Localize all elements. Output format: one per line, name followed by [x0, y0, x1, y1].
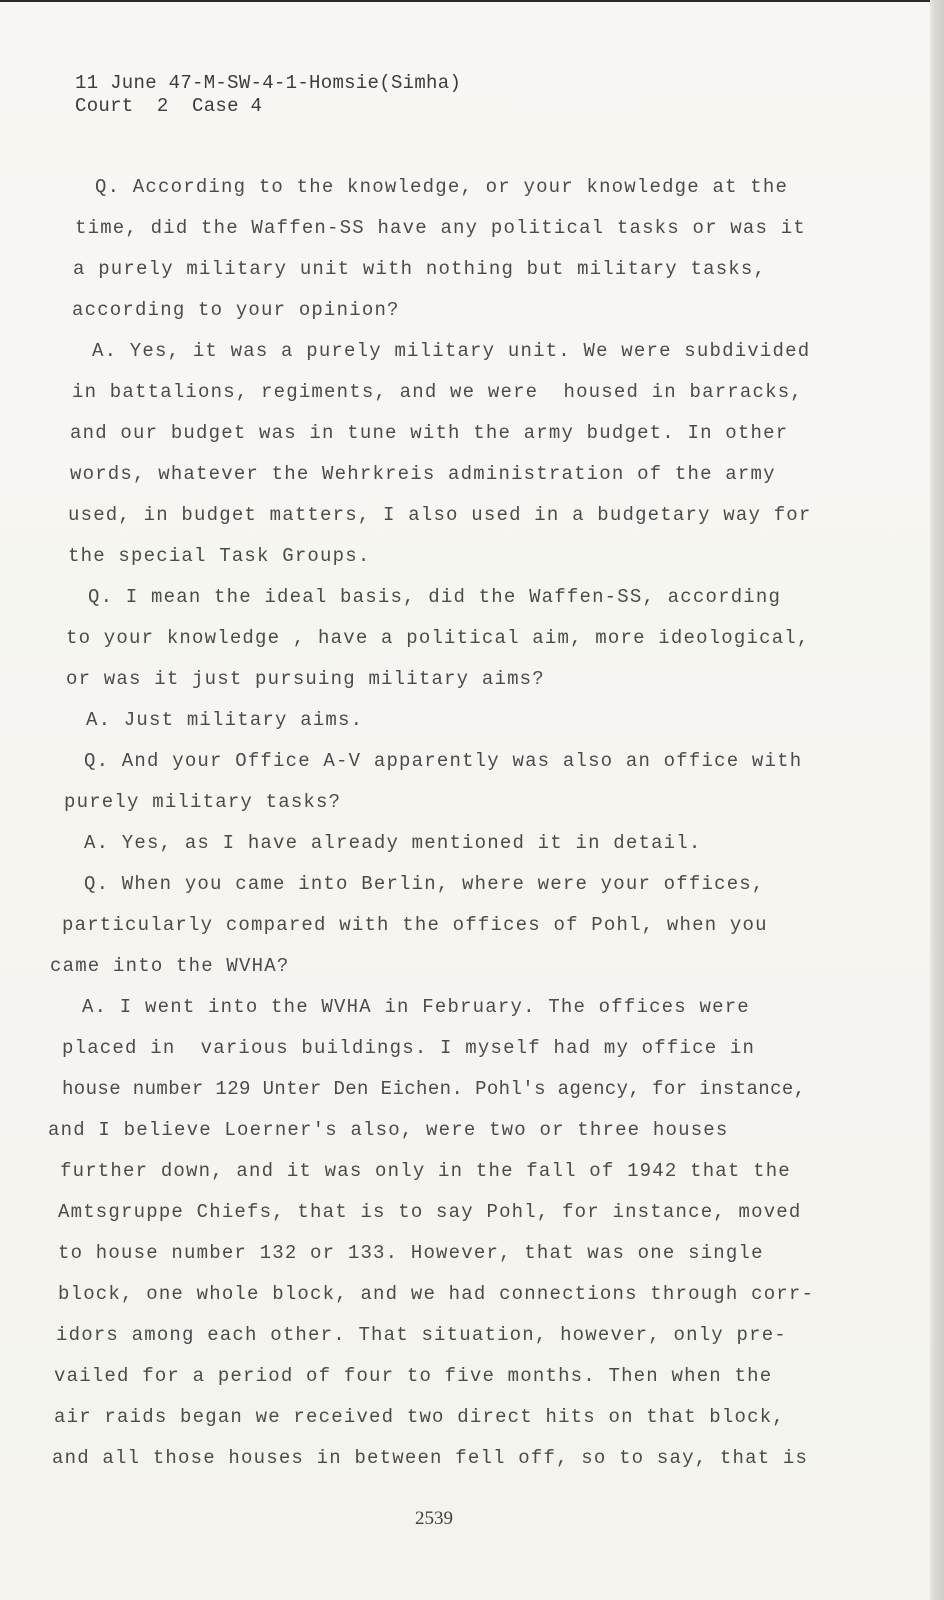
text-line: A. Yes, it was a purely military unit. We were subdivided [92, 340, 811, 362]
text-line: according to your opinion? [72, 299, 400, 321]
text-line: came into the WVHA? [50, 955, 290, 977]
text-line: used, in budget matters, I also used in a budgetary way for [68, 504, 812, 526]
text-line: placed in various buildings. I myself had my office in [62, 1037, 756, 1059]
text-line: and I believe Loerner's also, were two or three houses [48, 1119, 729, 1141]
text-line: Amtsgruppe Chiefs, that is to say Pohl, for instance, moved [58, 1201, 802, 1223]
text-line: vailed for a period of four to five months. Then when the [54, 1365, 773, 1387]
text-line: house number 129 Unter Den Eichen. Pohl's agency, for instance, [62, 1078, 806, 1100]
text-line: particularly compared with the offices of Pohl, when you [62, 914, 768, 936]
text-line: A. I went into the WVHA in February. The offices were [82, 996, 750, 1018]
text-line: the special Task Groups. [68, 545, 371, 567]
text-line: air raids began we received two direct hits on that block, [54, 1406, 785, 1428]
text-line: Q. And your Office A-V apparently was also an office with [84, 750, 803, 772]
text-line: and our budget was in tune with the army budget. In other [70, 422, 789, 444]
text-line: Q. When you came into Berlin, where were your offices, [84, 873, 765, 895]
header-line-1: 11 June 47-M-SW-4-1-Homsie(Simha) [75, 72, 462, 94]
text-line: purely military tasks? [64, 791, 342, 813]
text-line: idors among each other. That situation, however, only pre- [56, 1324, 787, 1346]
text-line: Q. According to the knowledge, or your knowledge at the [95, 176, 789, 198]
page-right-edge [930, 0, 944, 1600]
text-line: in battalions, regiments, and we were housed in barracks, [72, 381, 803, 403]
page-number: 2539 [415, 1508, 453, 1529]
text-line: to house number 132 or 133. However, that was one single [58, 1242, 764, 1264]
text-line: A. Yes, as I have already mentioned it in detail. [84, 832, 702, 854]
text-line: time, did the Waffen-SS have any political tasks or was it [75, 217, 806, 239]
document-header [75, 72, 461, 118]
text-line: Q. I mean the ideal basis, did the Waffen-SS, according [88, 586, 782, 608]
text-line: and all those houses in between fell off, so to say, that is [52, 1447, 809, 1469]
text-line: a purely military unit with nothing but military tasks, [73, 258, 767, 280]
page-top-edge [0, 0, 944, 2]
text-line: block, one whole block, and we had connections through corr- [58, 1283, 815, 1305]
text-line: or was it just pursuing military aims? [66, 668, 545, 690]
text-line: to your knowledge , have a political aim, more ideological, [66, 627, 810, 649]
text-line: further down, and it was only in the fall of 1942 that the [60, 1160, 791, 1182]
text-line: A. Just military aims. [86, 709, 364, 731]
text-line: words, whatever the Wehrkreis administration of the army [70, 463, 776, 485]
header-line-2: Court 2 Case 4 [75, 95, 263, 117]
